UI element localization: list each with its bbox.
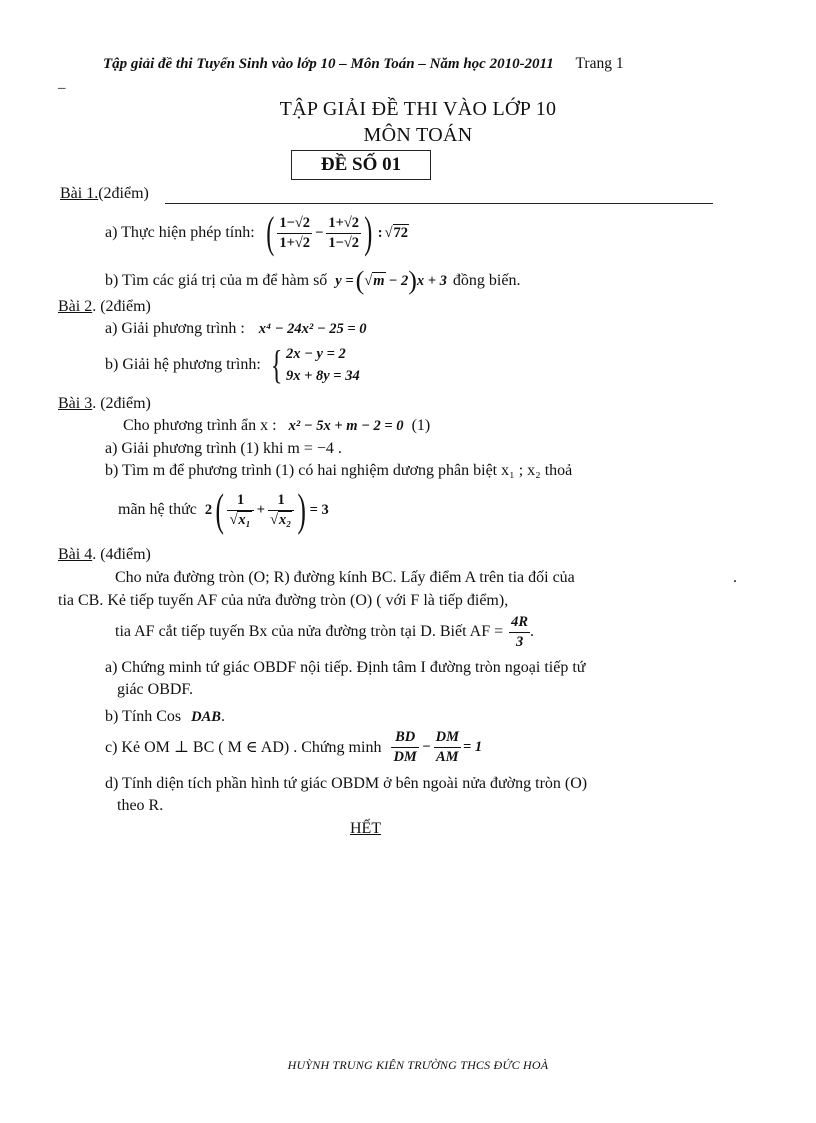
bai3-b2-text: mãn hệ thức [118, 501, 197, 518]
bai3-a: a) Giải phương trình (1) khi m = −4 . [105, 440, 342, 457]
b2-coef: 2 [204, 501, 213, 518]
bai1-b-sqrt: m [373, 273, 385, 289]
subject-title: MÔN TOÁN [363, 124, 473, 146]
b2-x1: x₁ [238, 511, 251, 528]
bai2-label: Bài 2 [58, 298, 93, 315]
bai4-d2: theo R. [117, 797, 164, 814]
af-num: 4R [509, 614, 530, 633]
running-header [103, 55, 624, 73]
bai4-p1-dot: . [733, 569, 737, 586]
bai2-a-formula: x⁴ − 24x² − 25 = 0 [258, 321, 367, 337]
bai2-b-text: b) Giải hệ phương trình: [105, 356, 261, 373]
bai1-a-formula: ( $\frac{1-√2}{1+√2}$ − $\frac{1+√2}{1-√2}$ ) : √ 72 [265, 208, 409, 257]
frac1-den: 1+√2 [279, 234, 311, 251]
header-dash: – [58, 80, 66, 96]
b2-num2: 1 [268, 492, 294, 511]
bai3-intro [123, 417, 430, 435]
page-number: Trang 1 [575, 55, 624, 72]
bai3-heading [58, 395, 151, 413]
bai4-points: . (4điểm) [92, 546, 151, 563]
bai4-p3 [115, 612, 534, 652]
sqrt72: 72 [393, 225, 409, 241]
system-brace: { [270, 342, 283, 387]
c-num1: BD [391, 729, 418, 748]
bai1-b-rest: x + 3 [416, 272, 447, 289]
frac2-num: 1+√2 [326, 215, 361, 234]
frac2-den: 1−√2 [328, 234, 360, 251]
bai4-p1: Cho nửa đường tròn (O; R) đường kính BC. Lấy điểm A trên tia đối của [115, 569, 575, 586]
bai4-b-end: . [220, 708, 225, 725]
system-eq2: 9x + 8y = 34 [285, 368, 360, 384]
bai3-label: Bài 3 [58, 395, 93, 412]
bai3-b2-formula: 2 ( $\frac{1}{\text{√x₁}}$ + $\frac{1}{\text{√x₂}}$ ) = 3 [204, 484, 329, 535]
bai2-b [105, 342, 360, 388]
bai1-b-minus: − 2 [388, 272, 409, 289]
angle-dab: DAB [191, 709, 221, 725]
bai1-heading [60, 185, 149, 203]
bai1-b-tail: đồng biến. [452, 272, 521, 289]
bai1-a-text: a) Thực hiện phép tính: [105, 224, 255, 241]
header-text: Tập giải đề thi Tuyển Sinh vào lớp 10 – Môn Toán – Năm học 2010-2011 [103, 56, 554, 72]
bai1-b [105, 266, 520, 296]
bai1-a [105, 209, 409, 257]
system-eq1: 2x − y = 2 [285, 346, 346, 362]
bai2-a [105, 320, 367, 338]
b2-eq: = 3 [309, 501, 329, 518]
bai1-points: (2điểm) [98, 185, 149, 202]
bai4-a1: a) Chứng minh tứ giác OBDF nội tiếp. Định tâm I đường tròn ngoại tiếp tứ [105, 659, 586, 676]
b2-x2: x₂ [278, 511, 292, 528]
bai3-b2 [118, 484, 329, 536]
bai4-d1: d) Tính diện tích phần hình tứ giác OBDM ở bên ngoài nửa đường tròn (O) [105, 775, 588, 792]
bai3-intro-tag: (1) [411, 417, 431, 434]
bai4-c-formula: $\frac{BD}{DM}$ − $\frac{DM}{AM}$ = 1 [393, 728, 483, 765]
exam-number-box: ĐỀ SỐ 01 [291, 150, 431, 180]
bai4-b-text: b) Tính Cos [105, 708, 182, 725]
document-title: TẬP GIẢI ĐỀ THI VÀO LỚP 10 [279, 98, 557, 120]
bai2-system [286, 343, 360, 387]
bai4-p3-text: tia AF cắt tiếp tuyến Bx của nửa đường tròn tại D. Biết AF = [115, 623, 504, 640]
footer-author: HUỲNH TRUNG KIÊN TRƯỜNG THCS ĐỨC HOÀ [287, 1058, 549, 1072]
bai4-p3-end: . [530, 623, 535, 640]
af-fraction [509, 614, 530, 651]
bai4-c [105, 724, 482, 770]
bai1-b-lhs: y = [335, 272, 354, 289]
bai2-points: . (2điểm) [92, 298, 151, 315]
frac1-num: 1−√2 [277, 215, 312, 234]
bai2-heading [58, 298, 151, 316]
bai1-b-text: b) Tìm các giá trị của m để hàm số [105, 272, 328, 289]
bai2-a-text: a) Giải phương trình : [105, 320, 245, 337]
bai3-b: b) Tìm m để phương trình (1) có hai nghiệm dương phân biệt x₁ ; x₂ thoả [105, 462, 573, 479]
c-den1: DM [393, 748, 417, 765]
bai1-rule [165, 203, 713, 204]
bai4-c-text: c) Kẻ OM ⊥ BC ( M ∈ AD) . Chứng minh [105, 739, 382, 756]
bai4-heading [58, 546, 151, 564]
bai1-label: Bài 1. [60, 185, 99, 202]
bai3-points: . (2điểm) [92, 395, 151, 412]
bai4-p2: tia CB. Kẻ tiếp tuyến AF của nửa đường tròn (O) ( với F là tiếp điểm), [58, 592, 509, 609]
end-marker: HẾT [350, 820, 382, 837]
c-den2: AM [436, 748, 459, 765]
bai3-intro-text: Cho phương trình ẩn x : [123, 417, 277, 434]
bai3-intro-formula: x² − 5x + m − 2 = 0 [288, 418, 404, 434]
bai4-a2: giác OBDF. [117, 681, 194, 698]
af-den: 3 [515, 633, 524, 650]
bai4-label: Bài 4 [58, 546, 93, 563]
bai1-b-formula: y = ( √ m − 2 ) x + 3 [335, 266, 447, 295]
c-num2: DM [434, 729, 461, 748]
b2-num1: 1 [227, 492, 253, 511]
c-eq: = 1 [463, 738, 483, 755]
